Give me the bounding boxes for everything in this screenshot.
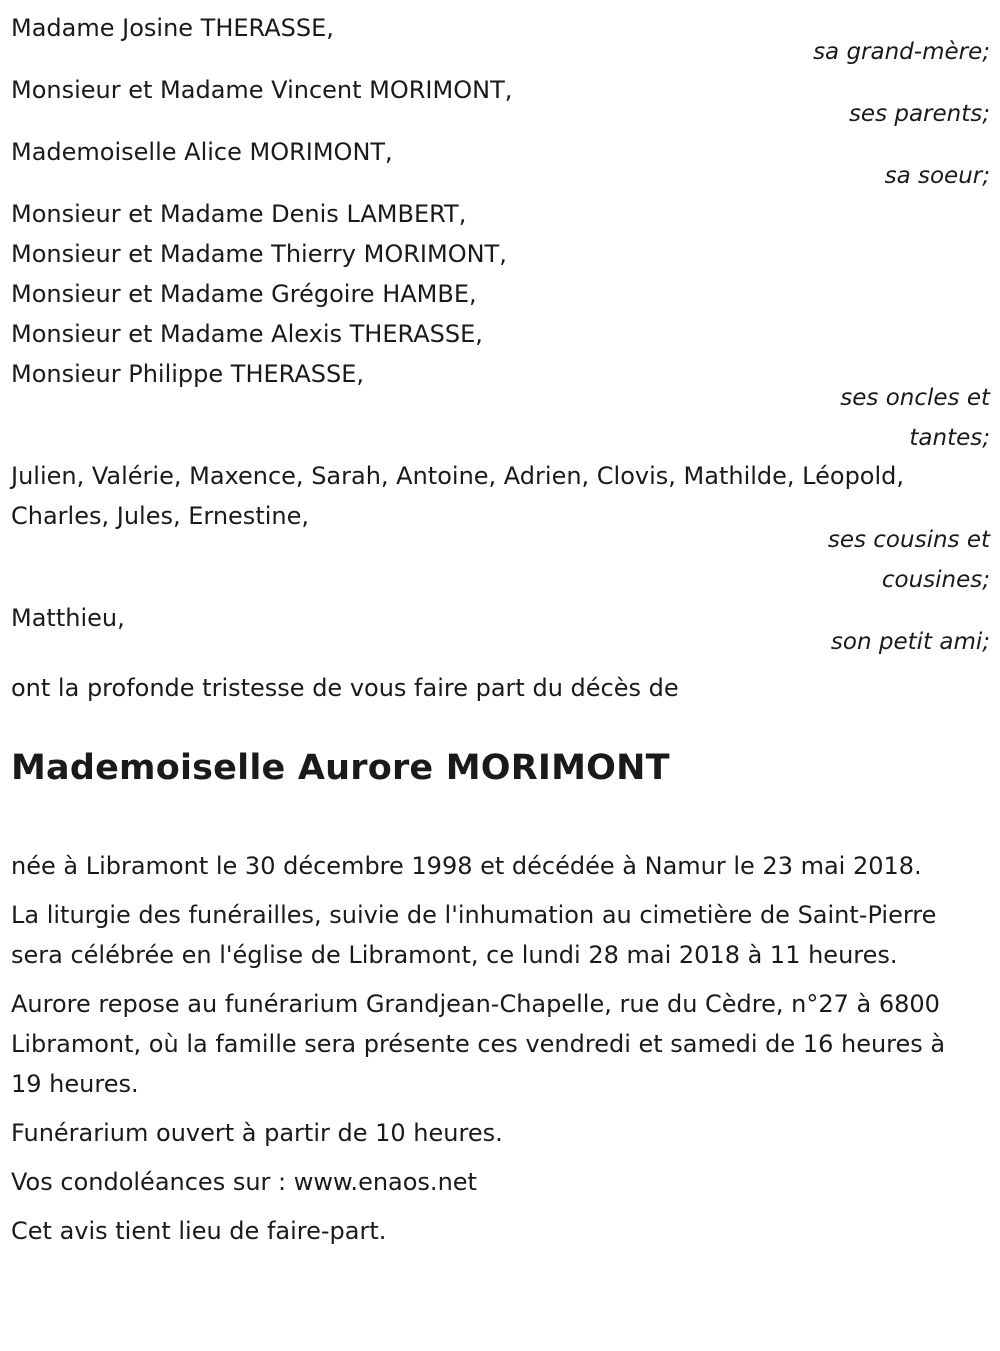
- deceased-name: Mademoiselle Aurore MORIMONT: [11, 748, 670, 788]
- funeral-details: [11, 846, 971, 1251]
- liturgy-info: La liturgie des funérailles, suivie de l'inhumation au cimetière de Saint-Pierre sera célébrée en l'église de Libramont, ce lundi 28 mai 2018 à 11 heures.: [11, 901, 937, 969]
- relation-label: sa soeur;: [884, 163, 990, 189]
- condolences-info: Vos condoléances sur : www.enaos.net: [11, 1168, 477, 1196]
- family-name-line: Monsieur et Madame Vincent MORIMONT,: [11, 76, 513, 104]
- family-name-line: Madame Josine THERASSE,: [11, 14, 334, 42]
- family-group-sister: [11, 132, 990, 196]
- relation-label: ses parents;: [848, 101, 990, 127]
- family-name-line: Mademoiselle Alice MORIMONT,: [11, 138, 393, 166]
- relation-label: ses cousins et cousines;: [827, 527, 990, 593]
- family-name-line: Monsieur et Madame Alexis THERASSE,: [11, 320, 483, 348]
- opening-hours: Funérarium ouvert à partir de 10 heures.: [11, 1119, 503, 1147]
- relation-label: son petit ami;: [830, 629, 990, 655]
- family-name-line: Julien, Valérie, Maxence, Sarah, Antoine, Adrien, Clovis, Mathilde, Léopold, Charles, Jules, Ernestine,: [11, 462, 905, 530]
- funerarium-info: Aurore repose au funérarium Grandjean-Chapelle, rue du Cèdre, n°27 à 6800 Libramont, où la famille sera présente ces vendredi et samedi de 16 heures à 19 heures.: [11, 990, 946, 1098]
- relation-label: ses oncles et tantes;: [840, 385, 990, 451]
- family-name-line: Monsieur et Madame Thierry MORIMONT,: [11, 240, 507, 268]
- announcement-text: ont la profonde tristesse de vous faire part du décès de: [11, 674, 679, 702]
- relation-label: sa grand-mère;: [813, 39, 990, 65]
- family-name-line: Monsieur et Madame Grégoire HAMBE,: [11, 280, 477, 308]
- family-group-parents: [11, 70, 990, 134]
- family-name-line: Monsieur Philippe THERASSE,: [11, 360, 365, 388]
- family-name-line: Matthieu,: [11, 604, 125, 632]
- family-group-cousins: [11, 456, 990, 600]
- family-group-boyfriend: [11, 598, 990, 662]
- family-group-uncles-aunts: [11, 194, 990, 458]
- notice-footer: Cet avis tient lieu de faire-part.: [11, 1217, 387, 1245]
- birth-death-info: née à Libramont le 30 décembre 1998 et décédée à Namur le 23 mai 2018.: [11, 852, 922, 880]
- family-group-grandmother: [11, 8, 990, 72]
- family-name-line: Monsieur et Madame Denis LAMBERT,: [11, 200, 467, 228]
